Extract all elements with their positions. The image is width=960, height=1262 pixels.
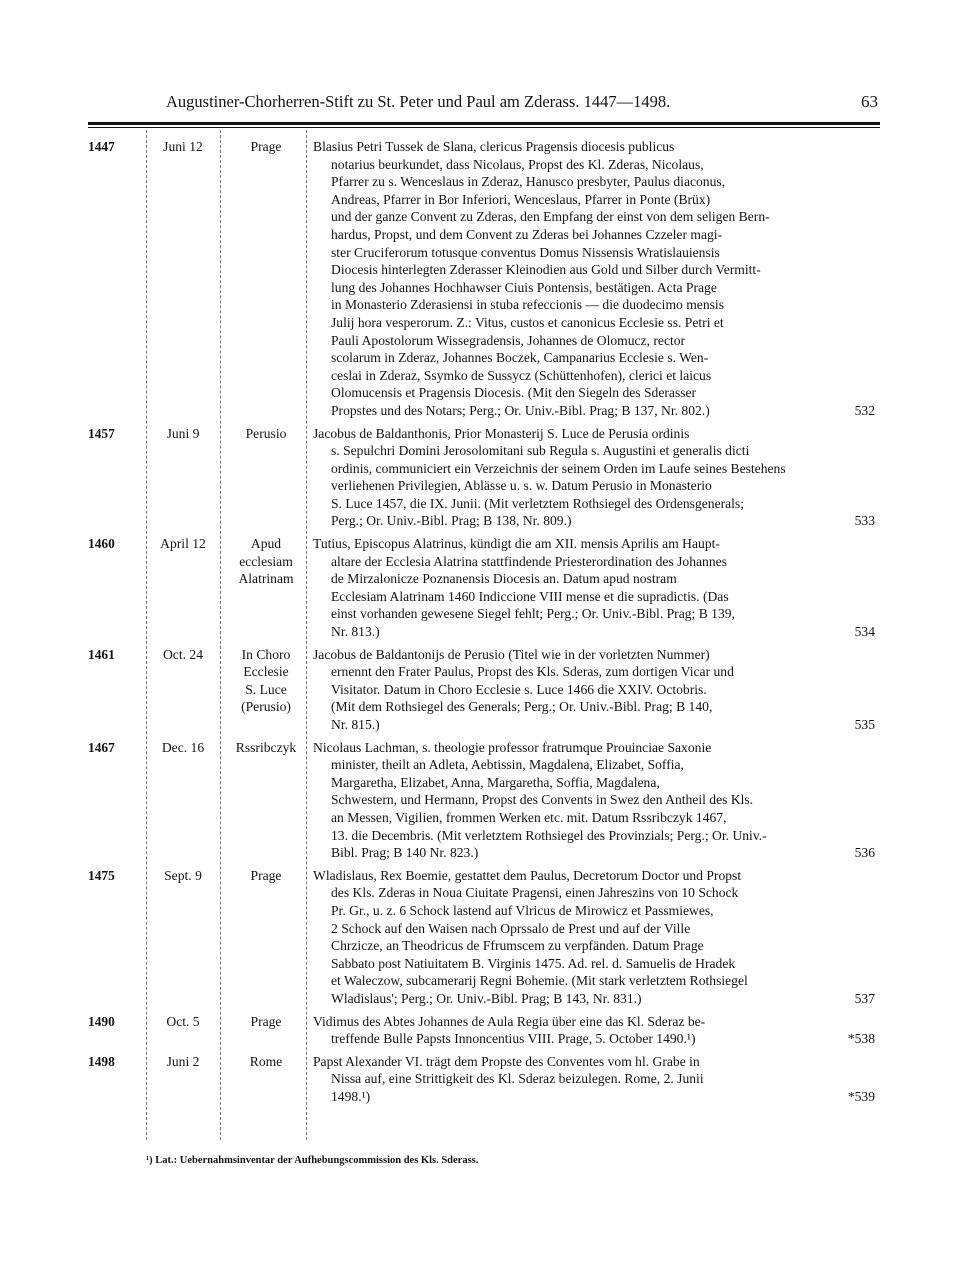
entry-year: 1475 — [88, 867, 115, 883]
entry-text-segment: Nr. 813.) — [331, 624, 380, 640]
entry-text-line: Jacobus de Baldantonijs de Perusio (Titel wie in der vorletzten Nummer) — [313, 646, 710, 662]
entry-text-line: an Messen, Vigilien, frommen Werken etc. mit. Datum Rssribczyk 1467, — [331, 809, 727, 825]
entry-text-line — [313, 1088, 875, 1106]
entry-year: 1447 — [88, 139, 115, 154]
entry-text-line: Sabbato post Natiuitatem B. Virginis 1475. Ad. rel. d. Samuelis de Hradek — [331, 955, 736, 971]
entry-text-line: verliehenen Privilegien, Ablässe u. s. w. Datum Perusio in Monasterio — [331, 478, 712, 494]
entry-text-line: ster Cruciferorum totusque conventus Domus Nissensis Wratislauiensis — [331, 244, 720, 260]
entry-text-line: Nicolaus Lachman, s. theologie professor fratrumque Prouinciae Saxonie — [313, 739, 712, 755]
entry-number: *538 — [847, 1031, 875, 1047]
regest-entry — [88, 535, 880, 641]
entry-text-line: und der ganze Convent zu Zderas, den Empfang der einst von dem seligen Bern- — [331, 209, 770, 225]
entry-text-line: Blasius Petri Tussek de Slana, clericus Pragensis diocesis publicus — [313, 139, 675, 154]
entry-text-line — [313, 1030, 875, 1048]
entry-text-line: Chrzicze, an Theodricus de Ffrumscem zu verpfänden. Datum Prage — [331, 938, 704, 954]
entry-text-line: s. Sepulchri Domini Jerosolomitani sub Regula s. Augustini et generalis dicti — [331, 443, 750, 459]
header-rule-thin — [88, 127, 880, 128]
entry-text-line: Olomucensis et Pragensis Diocesis. (Mit den Siegeln des Sderasser — [331, 385, 697, 401]
entry-text-line: lung des Johannes Hochhawser Ciuis Pontensis, bestätigen. Acta Prage — [331, 279, 717, 295]
entry-text-line: notarius beurkundet, dass Nicolaus, Propst des Kl. Zderas, Nicolaus, — [331, 156, 704, 172]
entry-place-line: Prage — [250, 139, 282, 154]
entry-text-segment: Nr. 815.) — [331, 717, 380, 732]
entry-text-line: Ecclesiam Alatrinam 1460 Indiccione VIII mense et die supradictis. (Das — [331, 588, 729, 604]
entry-date: Juni 12 — [163, 139, 203, 154]
entry-place-line: Ecclesie — [243, 664, 289, 680]
entry-year: 1457 — [88, 425, 115, 441]
entry-year: 1467 — [88, 739, 115, 755]
regest-entry — [88, 425, 880, 531]
header-rule — [88, 122, 880, 125]
footnote: ¹) Lat.: Uebernahmsinventar der Aufhebungscommission des Kls. Sderass. — [146, 1155, 479, 1166]
entry-text — [313, 867, 875, 1008]
entry-place — [228, 739, 304, 757]
entry-date: Oct. 5 — [166, 1013, 200, 1029]
entry-place — [228, 1013, 304, 1031]
entry-text-line: Jacobus de Baldanthonis, Prior Monasterij S. Luce de Perusia ordinis — [313, 425, 690, 441]
entry-place-line: ecclesiam — [239, 553, 293, 569]
entry-date: Juni 2 — [166, 1053, 200, 1069]
entry-text-line: Visitator. Datum in Choro Ecclesie s. Luce 1466 die XXIV. Octobris. — [331, 681, 707, 697]
entry-text-line: Pauli Apostolorum Wissegradensis, Johannes de Olomucz, rector — [331, 332, 686, 348]
entry-text-line: de Mirzalonicze Poznanensis Diocesis an. Datum apud nostram — [331, 571, 677, 587]
entry-date: Oct. 24 — [162, 646, 204, 662]
entry-text-line: hardus, Propst, und dem Convent zu Zderas bei Johannes Czzeler magi- — [331, 226, 723, 242]
entry-year: 1460 — [88, 536, 115, 552]
entry-place-line: S. Luce — [245, 681, 287, 697]
entry-number: 536 — [854, 845, 875, 861]
entry-text-line: altare der Ecclesia Alatrina stattfindende Priesterordination des Johannes — [331, 553, 727, 569]
entry-number: 537 — [854, 990, 875, 1006]
entry-place-line: Prage — [250, 1013, 282, 1029]
entry-date: April 12 — [160, 536, 206, 552]
entry-place-line: Rssribczyk — [235, 739, 297, 755]
page-title: Augustiner-Chorherren-Stift zu St. Peter und Paul am Zderass. 1447—1498. — [166, 92, 671, 111]
entry-place-line: Rome — [249, 1053, 283, 1069]
entry-text-segment: 1498.¹) — [331, 1088, 371, 1104]
entry-place — [228, 138, 304, 156]
entry-text-line: Margaretha, Elizabet, Anna, Margaretha, Soffia, Magdalena, — [331, 774, 660, 790]
regest-entry — [88, 138, 880, 420]
entry-place-line: In Choro — [241, 646, 291, 662]
entry-text — [313, 646, 875, 734]
entry-place-line: (Perusio) — [241, 699, 291, 715]
entry-text-line — [313, 844, 875, 862]
entry-year: 1498 — [88, 1053, 115, 1069]
regest-entry — [88, 739, 880, 862]
entry-year: 1461 — [88, 646, 115, 662]
entry-number: 533 — [854, 513, 875, 529]
entry-place-line: Perusio — [245, 425, 287, 441]
entry-text-line: 2 Schock auf den Waisen nach Oprssalo de Prest und auf der Ville — [331, 920, 691, 936]
entry-text-line: des Kls. Zderas in Noua Ciuitate Pragensi, einen Jahreszins von 10 Schock — [331, 885, 739, 901]
entry-text-line: Vidimus des Abtes Johannes de Aula Regia über eine das Kl. Sderaz be- — [313, 1013, 706, 1029]
entry-text-segment: Bibl. Prag; B 140 Nr. 823.) — [331, 845, 479, 861]
entry-text-line: (Mit dem Rothsiegel des Generals; Perg.; Or. Univ.-Bibl. Prag; B 140, — [331, 699, 713, 715]
entry-text-segment: treffende Bulle Papsts Innoncentius VIII. Prage, 5. October 1490.¹) — [331, 1031, 696, 1047]
entry-text-line: scolarum in Zderaz, Johannes Boczek, Campanarius Ecclesie s. Wen- — [331, 350, 709, 366]
entry-number: 535 — [854, 717, 875, 732]
entry-text-line: Pr. Gr., u. z. 6 Schock lastend auf Vlricus de Mirowicz et Passmiewes, — [331, 902, 714, 918]
entry-year: 1490 — [88, 1013, 115, 1029]
entry-number: 532 — [854, 402, 875, 418]
entry-text — [313, 739, 875, 862]
entry-text — [313, 1053, 875, 1106]
running-header — [160, 92, 880, 118]
entry-text-segment: Perg.; Or. Univ.-Bibl. Prag; B 138, Nr. 809.) — [331, 513, 572, 529]
regest-entry — [88, 1053, 880, 1106]
entry-text — [313, 535, 875, 641]
entry-text-segment: Wladislaus'; Perg.; Or. Univ.-Bibl. Prag; B 143, Nr. 831.) — [331, 990, 642, 1006]
entry-text-line: ordinis, communiciert ein Verzeichnis der seinem Orden im Laufe seines Bestehens — [331, 460, 786, 476]
entry-place — [228, 646, 304, 716]
entry-place — [228, 425, 304, 443]
entry-text-line — [313, 623, 875, 641]
entry-place — [228, 1053, 304, 1071]
entry-place — [228, 535, 304, 588]
entry-number: *539 — [847, 1088, 875, 1104]
page-number: 63 — [861, 92, 878, 111]
regest-entry — [88, 1013, 880, 1048]
entry-text — [313, 425, 875, 531]
entry-text-line: Papst Alexander VI. trägt dem Propste des Conventes vom hl. Grabe in — [313, 1053, 700, 1069]
entry-text-line: Julij hora vesperorum. Z.: Vitus, custos et canonicus Ecclesie ss. Petri et — [331, 314, 724, 330]
entry-text — [313, 1013, 875, 1048]
entry-text-line: Diocesis hinterlegten Zderasser Kleinodien aus Gold und Silber durch Vermitt- — [331, 262, 761, 278]
entry-text-line: S. Luce 1457, die IX. Junii. (Mit verletztem Rothsiegel des Ordensgenerals; — [331, 495, 745, 511]
entry-text-line: einst vorhanden gewesene Siegel fehlt; Perg.; Or. Univ.-Bibl. Prag; B 139, — [331, 606, 735, 622]
entry-text-line: et Waleczow, subcamerarij Regni Bohemie. (Mit stark verletztem Rothsiegel — [331, 973, 748, 989]
entry-date: Sept. 9 — [164, 867, 202, 883]
entry-place-line: Apud — [250, 536, 282, 552]
entry-date: Juni 9 — [166, 425, 200, 441]
entry-text-line: 13. die Decembris. (Mit verletztem Rothsiegel des Provinzials; Perg.; Or. Univ.- — [331, 827, 767, 843]
entry-text-line — [313, 990, 875, 1008]
entry-text-line: Tutius, Episcopus Alatrinus, kündigt die am XII. mensis Aprilis am Haupt- — [313, 536, 720, 552]
regest-entry — [88, 646, 880, 734]
entry-place-line: Alatrinam — [238, 571, 294, 587]
entry-text-line: Andreas, Pfarrer in Bor Inferiori, Wenceslaus, Pfarrer in Ponte (Brüx) — [331, 191, 711, 207]
entry-text-line: ceslai in Zderaz, Ssymko de Sussycz (Schüttenhofen), clerici et laicus — [331, 367, 712, 383]
entry-text-line — [313, 512, 875, 530]
entry-text-line: ernennt den Frater Paulus, Propst des Kls. Sderas, zum dortigen Vicar und — [331, 664, 734, 680]
entry-text — [313, 138, 875, 420]
entry-text-segment: Propstes und des Notars; Perg.; Or. Univ.-Bibl. Prag; B 137, Nr. 802.) — [331, 402, 710, 418]
entry-text-line — [313, 402, 875, 420]
entry-text-line: minister, theilt an Adleta, Aebtissin, Magdalena, Elizabet, Soffia, — [331, 757, 684, 773]
regesta-list — [88, 138, 880, 1110]
entry-place-line: Prage — [250, 867, 282, 883]
entry-text-line: in Monasterio Zderasiensi in stuba refeccionis — die duodecimo mensis — [331, 297, 724, 313]
entry-text-line: Wladislaus, Rex Boemie, gestattet dem Paulus, Decretorum Doctor und Propst — [313, 867, 742, 883]
regest-entry — [88, 867, 880, 1008]
entry-date: Dec. 16 — [161, 739, 205, 755]
entry-text-line — [313, 716, 875, 734]
entry-text-line: Nissa auf, eine Strittigkeit des Kl. Sderaz beizulegen. Rome, 2. Junii — [331, 1071, 704, 1087]
entry-number: 534 — [854, 624, 875, 640]
entry-place — [228, 867, 304, 885]
entry-text-line: Schwestern, und Hermann, Propst des Convents in Swez den Antheil des Kls. — [331, 792, 754, 808]
entry-text-line: Pfarrer zu s. Wenceslaus in Zderaz, Hanusco presbyter, Paulus diaconus, — [331, 174, 726, 190]
